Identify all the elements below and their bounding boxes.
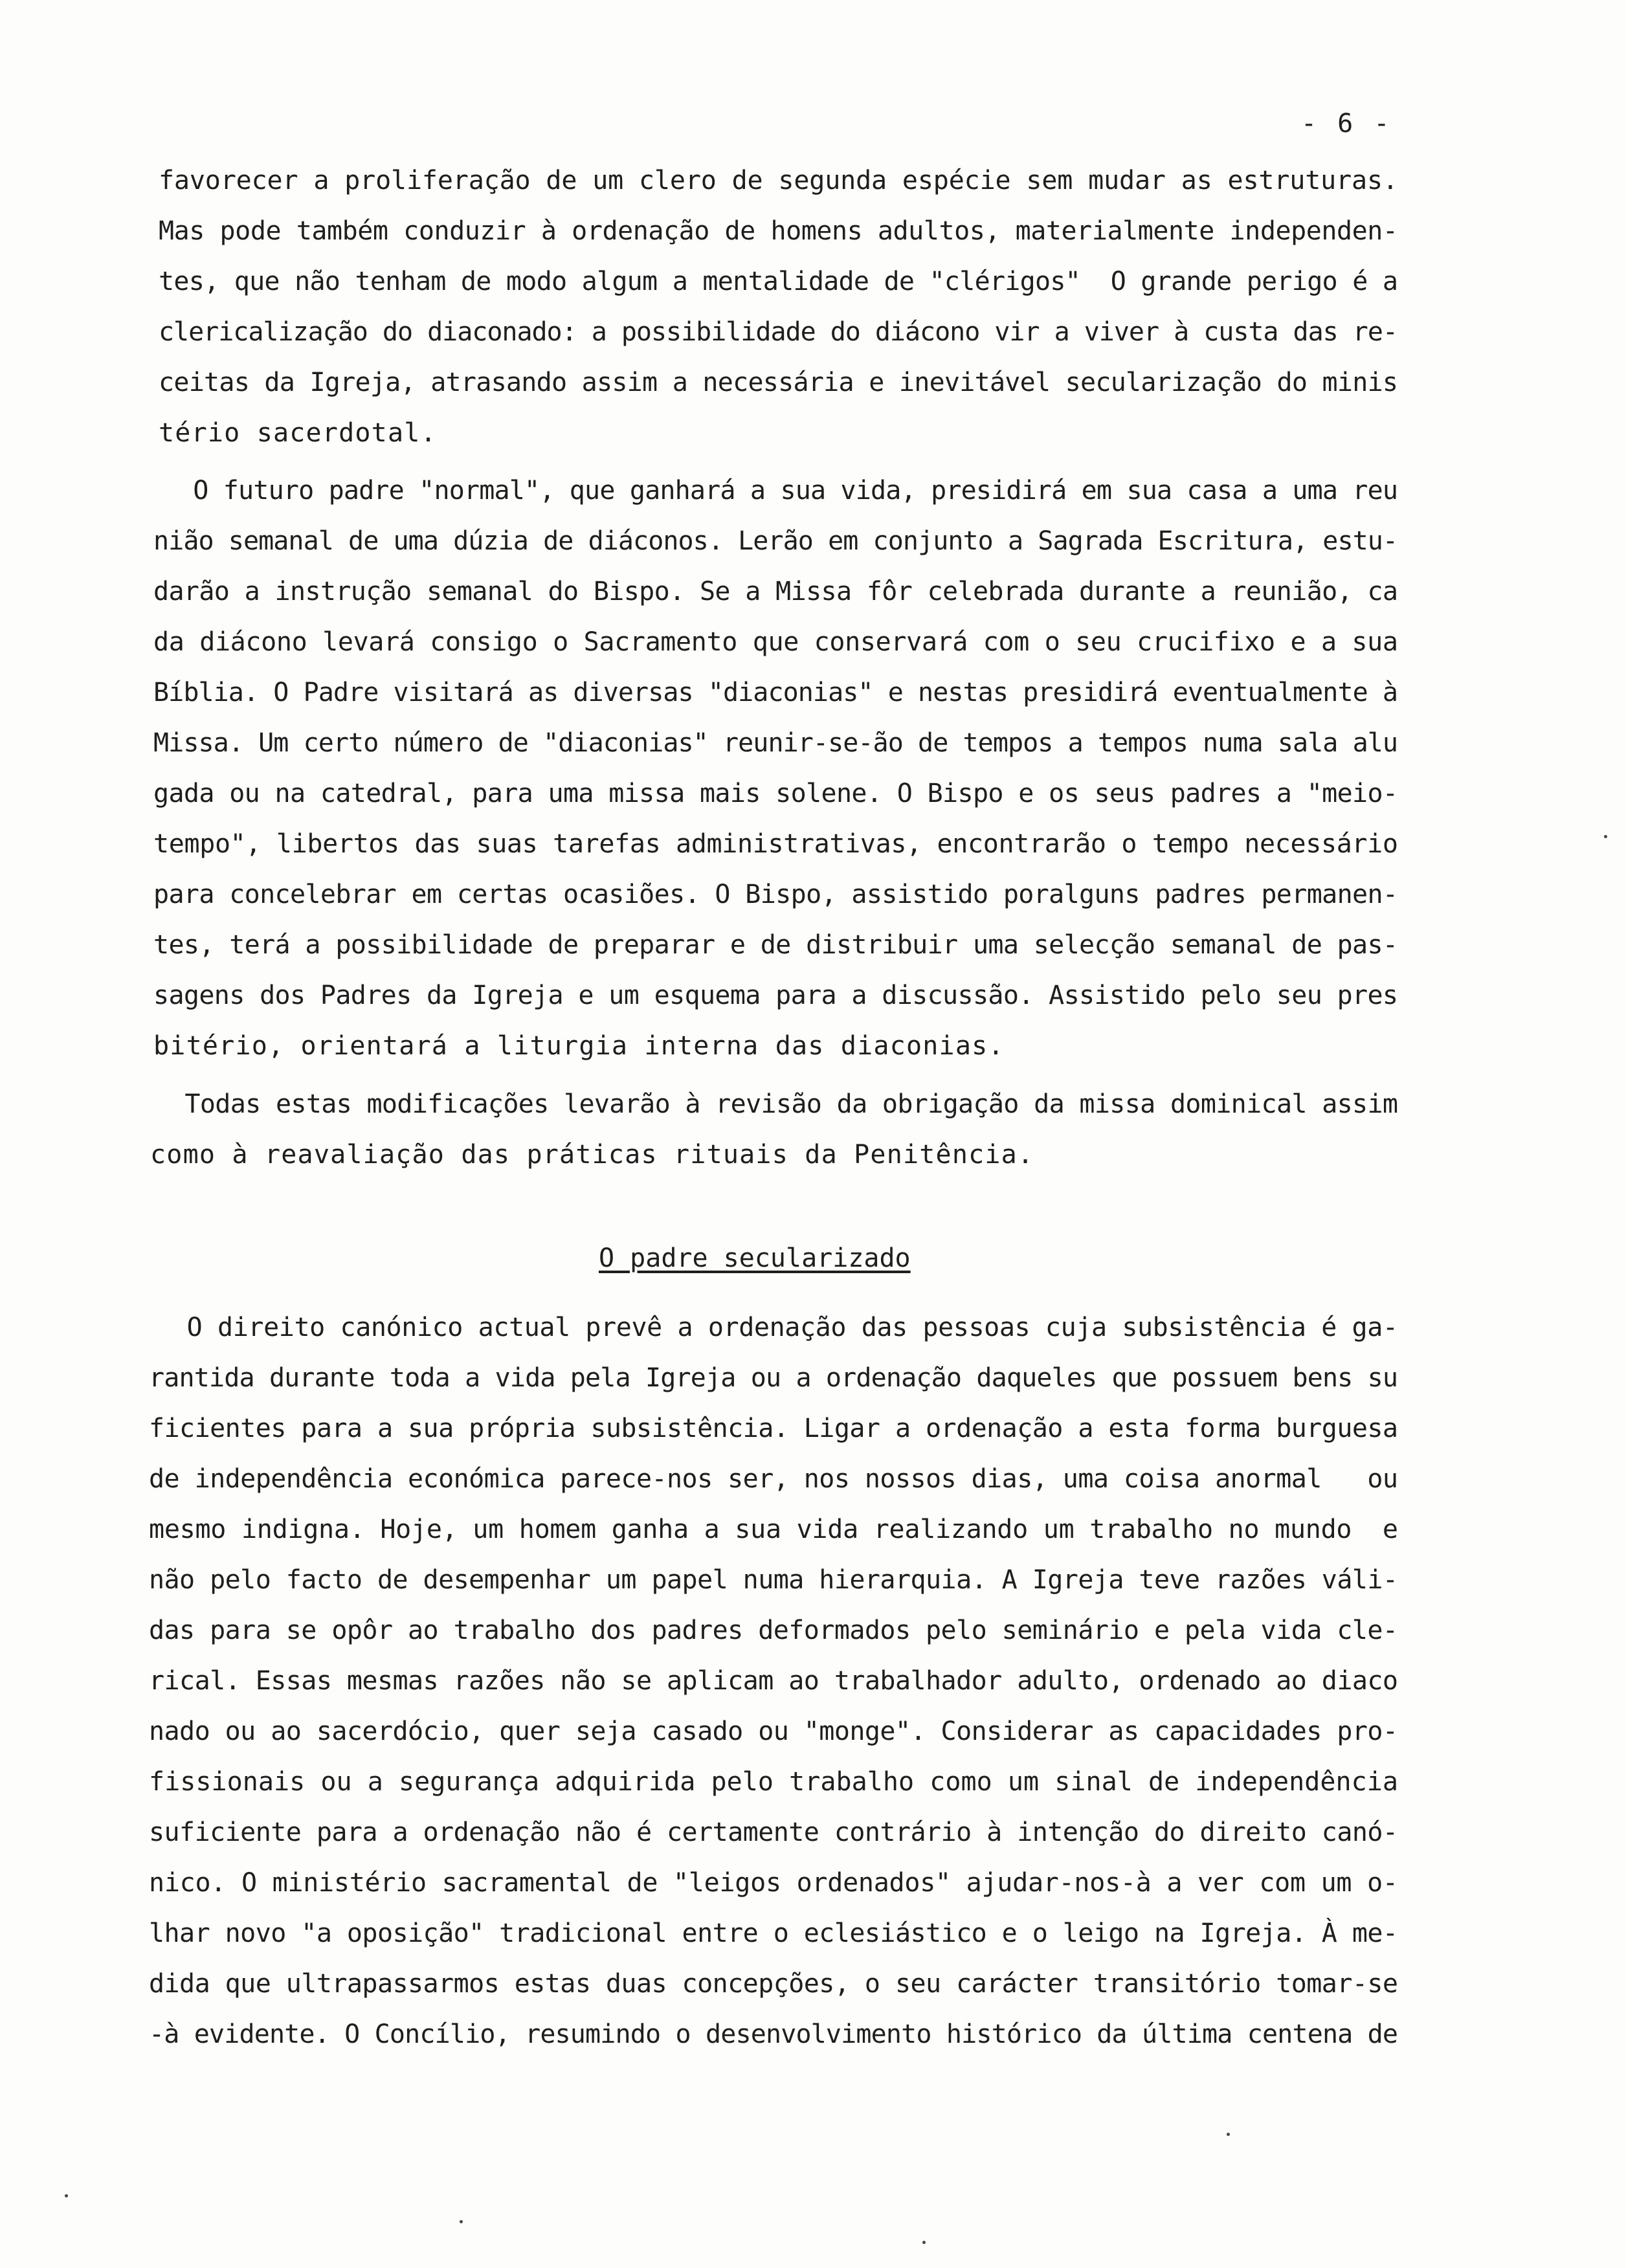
text-line: nião semanal de uma dúzia de diáconos. Lerão em conjunto a Sagrada Escritura, estu- xyxy=(153,526,1398,556)
text-line: Todas estas modificações levarão à revisão da obrigação da missa dominical assim xyxy=(170,1089,1398,1119)
text-line: tes, que não tenham de modo algum a mentalidade de "clérigos" O grande perigo é a xyxy=(159,267,1398,296)
text-line: nico. O ministério sacramental de "leigos ordenados" ajudar-nos-à a ver com um o- xyxy=(149,1868,1398,1898)
text-line: mesmo indigna. Hoje, um homem ganha a sua vida realizando um trabalho no mundo e xyxy=(149,1515,1398,1544)
text-line: não pelo facto de desempenhar um papel numa hierarquia. A Igreja teve razões váli- xyxy=(149,1565,1398,1595)
text-line: nado ou ao sacerdócio, quer seja casado ou "monge". Considerar as capacidades pro- xyxy=(149,1717,1398,1746)
text-line: rical. Essas mesmas razões não se aplicam ao trabalhador adulto, ordenado ao diaco xyxy=(149,1666,1398,1696)
scan-speck xyxy=(1604,835,1607,838)
text-line: ceitas da Igreja, atrasando assim a necessária e inevitável secularização do minis xyxy=(159,368,1398,397)
scan-speck xyxy=(65,2194,68,2197)
scan-speck xyxy=(460,2220,463,2223)
text-line: fissionais ou a segurança adquirida pelo trabalho como um sinal de independência xyxy=(149,1767,1399,1797)
text-line: da diácono levará consigo o Sacramento que conservará com o seu crucifixo e a sua xyxy=(153,627,1398,657)
text-line: para concelebrar em certas ocasiões. O Bispo, assistido poralguns padres permanen- xyxy=(153,880,1398,909)
text-line: clericalização do diaconado: a possibilidade do diácono vir a viver à custa das re- xyxy=(159,317,1398,347)
text-line: tério sacerdotal. xyxy=(159,418,437,448)
text-line: Missa. Um certo número de "diaconias" reunir-se-ão de tempos a tempos numa sala alu xyxy=(153,728,1398,758)
text-line: Mas pode também conduzir à ordenação de homens adultos, materialmente independen- xyxy=(159,216,1398,246)
text-line: dida que ultrapassarmos estas duas concepções, o seu carácter transitório tomar-se xyxy=(149,1969,1398,1999)
text-line: rantida durante toda a vida pela Igreja ou a ordenação daqueles que possuem bens su xyxy=(149,1363,1398,1393)
text-line: tempo", libertos das suas tarefas administrativas, encontrarão o tempo necessário xyxy=(153,829,1398,859)
text-line: lhar novo "a oposição" tradicional entre o eclesiástico e o leigo na Igreja. À me- xyxy=(149,1918,1398,1948)
text-line: suficiente para a ordenação não é certamente contrário à intenção do direito canó- xyxy=(149,1818,1398,1847)
text-line: das para se opôr ao trabalho dos padres deformados pelo seminário e pela vida cle- xyxy=(149,1616,1398,1645)
text-line: Bíblia. O Padre visitará as diversas "diaconias" e nestas presidirá eventualmente à xyxy=(153,678,1398,707)
text-line: O direito canónico actual prevê a ordenação das pessoas cuja subsistência é ga- xyxy=(172,1313,1398,1342)
text-line: tes, terá a possibilidade de preparar e de distribuir uma selecção semanal de pas- xyxy=(153,930,1398,960)
text-line: gada ou na catedral, para uma missa mais solene. O Bispo e os seus padres a "meio- xyxy=(153,779,1398,808)
page-number: - 6 - xyxy=(1301,109,1392,139)
text-line: darão a instrução semanal do Bispo. Se a Missa fôr celebrada durante a reunião, ca xyxy=(153,577,1398,606)
scan-speck xyxy=(1227,2133,1230,2136)
text-line: de independência económica parece-nos ser, nos nossos dias, uma coisa anormal ou xyxy=(149,1464,1398,1494)
text-line: como à reavaliação das práticas rituais da Penitência. xyxy=(150,1140,1034,1170)
text-line: bitério, orientará a liturgia interna das diaconias. xyxy=(153,1031,1005,1061)
scan-speck xyxy=(922,2241,926,2244)
text-line: O futuro padre "normal", que ganhará a sua vida, presidirá em sua casa a uma reu xyxy=(178,476,1398,506)
text-line: favorecer a proliferação de um clero de segunda espécie sem mudar as estruturas. xyxy=(159,166,1398,195)
section-heading: O padre secularizado xyxy=(599,1243,911,1273)
text-line: ficientes para a sua própria subsistência. Ligar a ordenação a esta forma burguesa xyxy=(149,1414,1398,1443)
text-line: -à evidente. O Concílio, resumindo o desenvolvimento histórico da última centena de xyxy=(149,2019,1398,2049)
text-line: sagens dos Padres da Igreja e um esquema para a discussão. Assistido pelo seu pres xyxy=(153,981,1398,1010)
